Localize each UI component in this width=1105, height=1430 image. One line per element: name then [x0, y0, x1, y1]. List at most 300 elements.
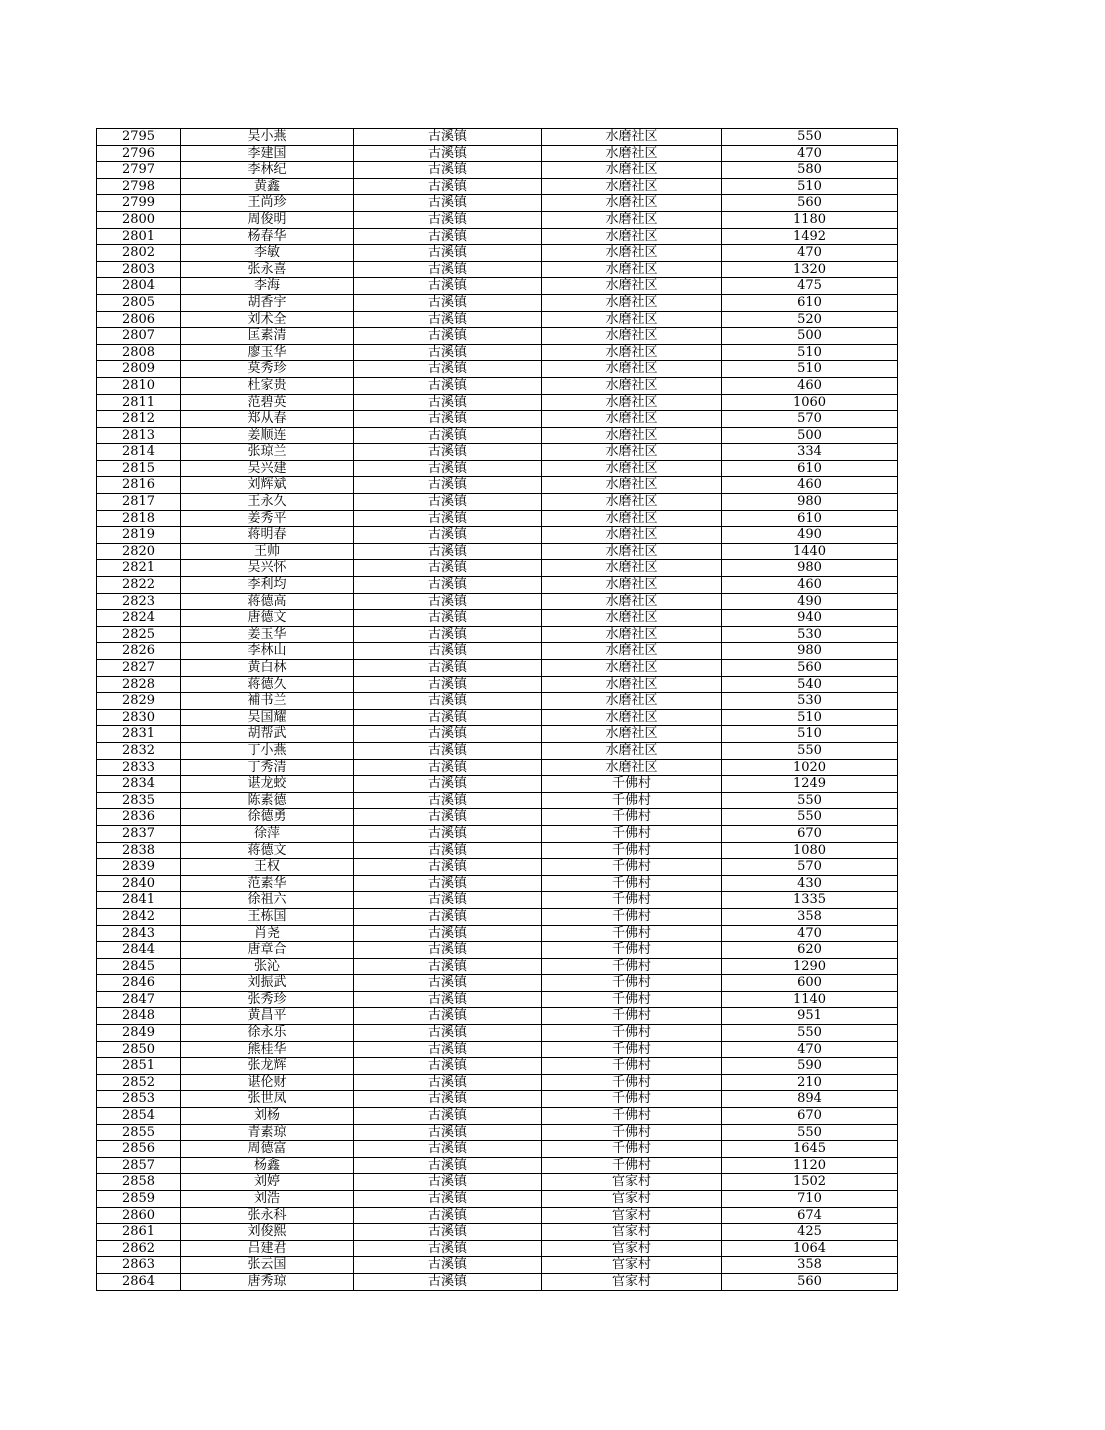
row-number-cell: 2823 [97, 593, 181, 610]
town-cell: 古溪镇 [354, 328, 542, 345]
row-number-cell: 2863 [97, 1257, 181, 1274]
row-number-cell: 2849 [97, 1025, 181, 1042]
amount-cell: 570 [722, 859, 898, 876]
town-cell: 古溪镇 [354, 1141, 542, 1158]
town-cell: 古溪镇 [354, 377, 542, 394]
row-number-cell: 2827 [97, 660, 181, 677]
data-sheet [96, 128, 897, 1291]
amount-cell: 510 [722, 361, 898, 378]
village-cell: 水磨社区 [542, 759, 722, 776]
town-cell: 古溪镇 [354, 1041, 542, 1058]
row-number-cell: 2820 [97, 543, 181, 560]
table-row [97, 942, 898, 959]
village-cell: 水磨社区 [542, 444, 722, 461]
row-number-cell: 2839 [97, 859, 181, 876]
town-cell: 古溪镇 [354, 709, 542, 726]
row-number-cell: 2801 [97, 228, 181, 245]
row-number-cell: 2798 [97, 178, 181, 195]
table-row [97, 278, 898, 295]
amount-cell: 560 [722, 1273, 898, 1290]
records-table [96, 128, 898, 1291]
table-row [97, 245, 898, 262]
name-cell: 青素琼 [181, 1124, 354, 1141]
row-number-cell: 2842 [97, 908, 181, 925]
village-cell: 水磨社区 [542, 129, 722, 146]
town-cell: 古溪镇 [354, 261, 542, 278]
village-cell: 水磨社区 [542, 460, 722, 477]
name-cell: 杨春华 [181, 228, 354, 245]
row-number-cell: 2802 [97, 245, 181, 262]
row-number-cell: 2819 [97, 527, 181, 544]
town-cell: 古溪镇 [354, 1224, 542, 1241]
name-cell: 胡帮武 [181, 726, 354, 743]
amount-cell: 475 [722, 278, 898, 295]
row-number-cell: 2799 [97, 195, 181, 212]
name-cell: 蒋德文 [181, 842, 354, 859]
town-cell: 古溪镇 [354, 759, 542, 776]
amount-cell: 500 [722, 328, 898, 345]
village-cell: 水磨社区 [542, 709, 722, 726]
amount-cell: 1290 [722, 958, 898, 975]
name-cell: 廖玉华 [181, 344, 354, 361]
table-row [97, 610, 898, 627]
name-cell: 李利均 [181, 577, 354, 594]
town-cell: 古溪镇 [354, 228, 542, 245]
town-cell: 古溪镇 [354, 245, 542, 262]
town-cell: 古溪镇 [354, 991, 542, 1008]
town-cell: 古溪镇 [354, 892, 542, 909]
village-cell: 千佛村 [542, 1008, 722, 1025]
row-number-cell: 2824 [97, 610, 181, 627]
amount-cell: 980 [722, 560, 898, 577]
town-cell: 古溪镇 [354, 1257, 542, 1274]
town-cell: 古溪镇 [354, 975, 542, 992]
name-cell: 王栋国 [181, 908, 354, 925]
amount-cell: 530 [722, 626, 898, 643]
town-cell: 古溪镇 [354, 825, 542, 842]
table-row [97, 1157, 898, 1174]
table-row [97, 1025, 898, 1042]
amount-cell: 670 [722, 825, 898, 842]
row-number-cell: 2809 [97, 361, 181, 378]
table-row [97, 162, 898, 179]
village-cell: 水磨社区 [542, 543, 722, 560]
name-cell: 唐秀琼 [181, 1273, 354, 1290]
table-row [97, 908, 898, 925]
name-cell: 王尚珍 [181, 195, 354, 212]
row-number-cell: 2858 [97, 1174, 181, 1191]
row-number-cell: 2859 [97, 1191, 181, 1208]
village-cell: 官家村 [542, 1240, 722, 1257]
village-cell: 水磨社区 [542, 195, 722, 212]
table-row [97, 1273, 898, 1290]
row-number-cell: 2817 [97, 494, 181, 511]
row-number-cell: 2847 [97, 991, 181, 1008]
table-row [97, 494, 898, 511]
name-cell: 匡素清 [181, 328, 354, 345]
amount-cell: 510 [722, 178, 898, 195]
name-cell: 张秀珍 [181, 991, 354, 1008]
amount-cell: 540 [722, 676, 898, 693]
town-cell: 古溪镇 [354, 394, 542, 411]
name-cell: 徐萍 [181, 825, 354, 842]
amount-cell: 600 [722, 975, 898, 992]
row-number-cell: 2830 [97, 709, 181, 726]
table-row [97, 411, 898, 428]
town-cell: 古溪镇 [354, 1273, 542, 1290]
name-cell: 黄白林 [181, 660, 354, 677]
name-cell: 刘杨 [181, 1108, 354, 1125]
row-number-cell: 2815 [97, 460, 181, 477]
row-number-cell: 2854 [97, 1108, 181, 1125]
table-row [97, 1108, 898, 1125]
amount-cell: 580 [722, 162, 898, 179]
row-number-cell: 2852 [97, 1074, 181, 1091]
row-number-cell: 2822 [97, 577, 181, 594]
village-cell: 水磨社区 [542, 344, 722, 361]
amount-cell: 951 [722, 1008, 898, 1025]
amount-cell: 610 [722, 510, 898, 527]
amount-cell: 500 [722, 427, 898, 444]
amount-cell: 334 [722, 444, 898, 461]
town-cell: 古溪镇 [354, 1240, 542, 1257]
row-number-cell: 2833 [97, 759, 181, 776]
town-cell: 古溪镇 [354, 1191, 542, 1208]
row-number-cell: 2797 [97, 162, 181, 179]
amount-cell: 358 [722, 1257, 898, 1274]
name-cell: 黄鑫 [181, 178, 354, 195]
town-cell: 古溪镇 [354, 809, 542, 826]
amount-cell: 560 [722, 195, 898, 212]
village-cell: 千佛村 [542, 1091, 722, 1108]
table-row [97, 809, 898, 826]
table-row [97, 377, 898, 394]
amount-cell: 358 [722, 908, 898, 925]
amount-cell: 425 [722, 1224, 898, 1241]
table-row [97, 577, 898, 594]
name-cell: 周德富 [181, 1141, 354, 1158]
village-cell: 水磨社区 [542, 477, 722, 494]
town-cell: 古溪镇 [354, 129, 542, 146]
amount-cell: 1320 [722, 261, 898, 278]
town-cell: 古溪镇 [354, 162, 542, 179]
amount-cell: 710 [722, 1191, 898, 1208]
town-cell: 古溪镇 [354, 842, 542, 859]
name-cell: 補书兰 [181, 693, 354, 710]
table-row [97, 991, 898, 1008]
town-cell: 古溪镇 [354, 726, 542, 743]
amount-cell: 1020 [722, 759, 898, 776]
name-cell: 丁小燕 [181, 742, 354, 759]
amount-cell: 460 [722, 477, 898, 494]
row-number-cell: 2850 [97, 1041, 181, 1058]
town-cell: 古溪镇 [354, 527, 542, 544]
village-cell: 水磨社区 [542, 610, 722, 627]
town-cell: 古溪镇 [354, 543, 542, 560]
village-cell: 水磨社区 [542, 162, 722, 179]
amount-cell: 470 [722, 245, 898, 262]
town-cell: 古溪镇 [354, 145, 542, 162]
town-cell: 古溪镇 [354, 660, 542, 677]
town-cell: 古溪镇 [354, 510, 542, 527]
row-number-cell: 2851 [97, 1058, 181, 1075]
table-row [97, 1058, 898, 1075]
name-cell: 张沁 [181, 958, 354, 975]
town-cell: 古溪镇 [354, 693, 542, 710]
village-cell: 官家村 [542, 1174, 722, 1191]
table-row [97, 178, 898, 195]
amount-cell: 940 [722, 610, 898, 627]
row-number-cell: 2835 [97, 792, 181, 809]
village-cell: 水磨社区 [542, 527, 722, 544]
records-table-body [97, 129, 898, 1291]
village-cell: 水磨社区 [542, 726, 722, 743]
village-cell: 水磨社区 [542, 676, 722, 693]
table-row [97, 726, 898, 743]
table-row [97, 195, 898, 212]
row-number-cell: 2803 [97, 261, 181, 278]
town-cell: 古溪镇 [354, 859, 542, 876]
village-cell: 水磨社区 [542, 394, 722, 411]
amount-cell: 570 [722, 411, 898, 428]
village-cell: 千佛村 [542, 1124, 722, 1141]
town-cell: 古溪镇 [354, 1108, 542, 1125]
town-cell: 古溪镇 [354, 1074, 542, 1091]
amount-cell: 1335 [722, 892, 898, 909]
village-cell: 千佛村 [542, 859, 722, 876]
amount-cell: 674 [722, 1207, 898, 1224]
row-number-cell: 2848 [97, 1008, 181, 1025]
village-cell: 水磨社区 [542, 427, 722, 444]
village-cell: 官家村 [542, 1207, 722, 1224]
row-number-cell: 2857 [97, 1157, 181, 1174]
table-row [97, 660, 898, 677]
village-cell: 水磨社区 [542, 742, 722, 759]
village-cell: 水磨社区 [542, 577, 722, 594]
town-cell: 古溪镇 [354, 593, 542, 610]
amount-cell: 1502 [722, 1174, 898, 1191]
village-cell: 水磨社区 [542, 278, 722, 295]
town-cell: 古溪镇 [354, 1157, 542, 1174]
name-cell: 王永久 [181, 494, 354, 511]
table-row [97, 1041, 898, 1058]
row-number-cell: 2796 [97, 145, 181, 162]
village-cell: 千佛村 [542, 975, 722, 992]
table-row [97, 643, 898, 660]
village-cell: 官家村 [542, 1273, 722, 1290]
table-row [97, 427, 898, 444]
village-cell: 千佛村 [542, 1157, 722, 1174]
row-number-cell: 2846 [97, 975, 181, 992]
name-cell: 杨鑫 [181, 1157, 354, 1174]
row-number-cell: 2855 [97, 1124, 181, 1141]
village-cell: 水磨社区 [542, 510, 722, 527]
amount-cell: 1064 [722, 1240, 898, 1257]
table-row [97, 1141, 898, 1158]
name-cell: 郑从春 [181, 411, 354, 428]
table-row [97, 1207, 898, 1224]
village-cell: 水磨社区 [542, 377, 722, 394]
town-cell: 古溪镇 [354, 211, 542, 228]
name-cell: 张永科 [181, 1207, 354, 1224]
town-cell: 古溪镇 [354, 925, 542, 942]
amount-cell: 460 [722, 577, 898, 594]
village-cell: 水磨社区 [542, 261, 722, 278]
town-cell: 古溪镇 [354, 1008, 542, 1025]
table-row [97, 211, 898, 228]
village-cell: 千佛村 [542, 925, 722, 942]
town-cell: 古溪镇 [354, 195, 542, 212]
village-cell: 千佛村 [542, 776, 722, 793]
amount-cell: 1492 [722, 228, 898, 245]
amount-cell: 1140 [722, 991, 898, 1008]
amount-cell: 430 [722, 875, 898, 892]
village-cell: 官家村 [542, 1257, 722, 1274]
village-cell: 水磨社区 [542, 626, 722, 643]
town-cell: 古溪镇 [354, 792, 542, 809]
amount-cell: 980 [722, 494, 898, 511]
table-row [97, 693, 898, 710]
amount-cell: 530 [722, 693, 898, 710]
row-number-cell: 2807 [97, 328, 181, 345]
village-cell: 水磨社区 [542, 411, 722, 428]
amount-cell: 620 [722, 942, 898, 959]
village-cell: 千佛村 [542, 875, 722, 892]
table-row [97, 626, 898, 643]
name-cell: 王权 [181, 859, 354, 876]
name-cell: 杜家贵 [181, 377, 354, 394]
village-cell: 水磨社区 [542, 560, 722, 577]
table-row [97, 344, 898, 361]
table-row [97, 1240, 898, 1257]
town-cell: 古溪镇 [354, 676, 542, 693]
name-cell: 徐永乐 [181, 1025, 354, 1042]
name-cell: 李林山 [181, 643, 354, 660]
row-number-cell: 2836 [97, 809, 181, 826]
name-cell: 刘俊熙 [181, 1224, 354, 1241]
name-cell: 肖尧 [181, 925, 354, 942]
amount-cell: 550 [722, 809, 898, 826]
town-cell: 古溪镇 [354, 178, 542, 195]
name-cell: 刘术全 [181, 311, 354, 328]
village-cell: 水磨社区 [542, 593, 722, 610]
row-number-cell: 2829 [97, 693, 181, 710]
town-cell: 古溪镇 [354, 942, 542, 959]
table-row [97, 1008, 898, 1025]
name-cell: 范碧英 [181, 394, 354, 411]
table-row [97, 1074, 898, 1091]
name-cell: 李海 [181, 278, 354, 295]
table-row [97, 759, 898, 776]
town-cell: 古溪镇 [354, 742, 542, 759]
amount-cell: 510 [722, 726, 898, 743]
town-cell: 古溪镇 [354, 344, 542, 361]
table-row [97, 975, 898, 992]
table-row [97, 510, 898, 527]
table-row [97, 776, 898, 793]
name-cell: 姜秀平 [181, 510, 354, 527]
village-cell: 千佛村 [542, 1141, 722, 1158]
row-number-cell: 2862 [97, 1240, 181, 1257]
amount-cell: 1060 [722, 394, 898, 411]
town-cell: 古溪镇 [354, 361, 542, 378]
town-cell: 古溪镇 [354, 278, 542, 295]
village-cell: 水磨社区 [542, 294, 722, 311]
name-cell: 张琼兰 [181, 444, 354, 461]
town-cell: 古溪镇 [354, 444, 542, 461]
name-cell: 张云国 [181, 1257, 354, 1274]
row-number-cell: 2812 [97, 411, 181, 428]
name-cell: 张龙辉 [181, 1058, 354, 1075]
table-row [97, 328, 898, 345]
table-row [97, 129, 898, 146]
amount-cell: 520 [722, 311, 898, 328]
town-cell: 古溪镇 [354, 1058, 542, 1075]
table-row [97, 394, 898, 411]
village-cell: 官家村 [542, 1224, 722, 1241]
amount-cell: 1080 [722, 842, 898, 859]
name-cell: 刘婷 [181, 1174, 354, 1191]
town-cell: 古溪镇 [354, 294, 542, 311]
village-cell: 官家村 [542, 1191, 722, 1208]
town-cell: 古溪镇 [354, 1025, 542, 1042]
row-number-cell: 2841 [97, 892, 181, 909]
row-number-cell: 2800 [97, 211, 181, 228]
name-cell: 刘振武 [181, 975, 354, 992]
town-cell: 古溪镇 [354, 875, 542, 892]
amount-cell: 550 [722, 129, 898, 146]
village-cell: 水磨社区 [542, 643, 722, 660]
town-cell: 古溪镇 [354, 643, 542, 660]
town-cell: 古溪镇 [354, 477, 542, 494]
name-cell: 范素华 [181, 875, 354, 892]
amount-cell: 560 [722, 660, 898, 677]
table-row [97, 145, 898, 162]
row-number-cell: 2840 [97, 875, 181, 892]
amount-cell: 210 [722, 1074, 898, 1091]
table-row [97, 825, 898, 842]
name-cell: 陈素德 [181, 792, 354, 809]
amount-cell: 1120 [722, 1157, 898, 1174]
amount-cell: 490 [722, 527, 898, 544]
amount-cell: 470 [722, 1041, 898, 1058]
amount-cell: 550 [722, 792, 898, 809]
amount-cell: 510 [722, 709, 898, 726]
village-cell: 水磨社区 [542, 311, 722, 328]
amount-cell: 1180 [722, 211, 898, 228]
table-row [97, 560, 898, 577]
row-number-cell: 2831 [97, 726, 181, 743]
table-row [97, 444, 898, 461]
town-cell: 古溪镇 [354, 411, 542, 428]
amount-cell: 1645 [722, 1141, 898, 1158]
name-cell: 蒋德久 [181, 676, 354, 693]
table-row [97, 742, 898, 759]
village-cell: 千佛村 [542, 825, 722, 842]
row-number-cell: 2861 [97, 1224, 181, 1241]
name-cell: 吴小燕 [181, 129, 354, 146]
town-cell: 古溪镇 [354, 908, 542, 925]
row-number-cell: 2856 [97, 1141, 181, 1158]
table-row [97, 527, 898, 544]
row-number-cell: 2808 [97, 344, 181, 361]
name-cell: 蒋明春 [181, 527, 354, 544]
village-cell: 千佛村 [542, 892, 722, 909]
table-row [97, 460, 898, 477]
name-cell: 刘辉斌 [181, 477, 354, 494]
table-row [97, 925, 898, 942]
row-number-cell: 2818 [97, 510, 181, 527]
